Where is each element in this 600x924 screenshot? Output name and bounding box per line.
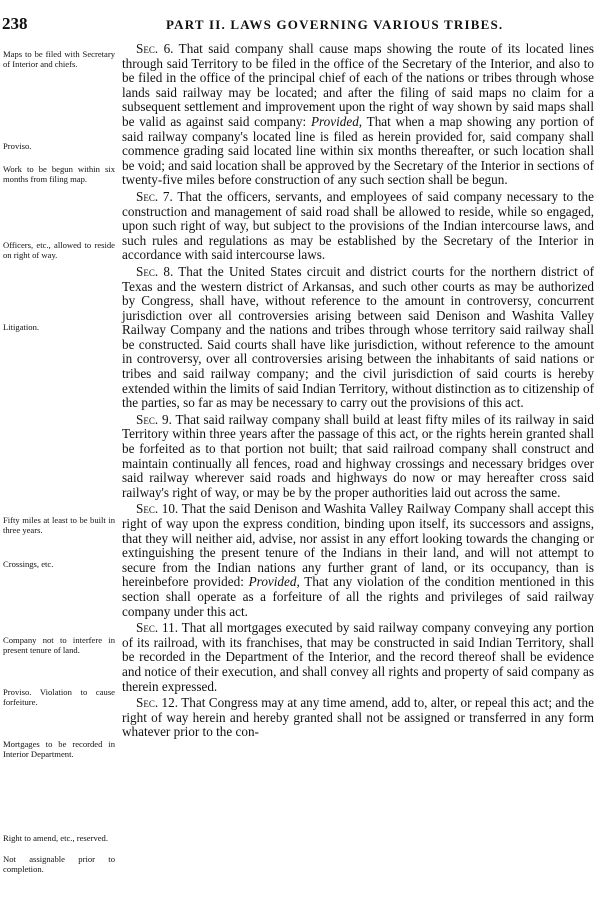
margin-note-officers: Officers, etc., allowed to reside on right of way.	[3, 240, 115, 260]
section-text: That the said Denison and Washita Valley Railway Company shall accept this right of way upon the express condition, binding upon itself, its successors and assigns, that they will neither aid, advise, nor assist in any effort looking towards the changing or extinguishing the present tenure of the Indians in their land, and will not attempt to secure from the Indian nations any further grant of land, or its occupancy, than is hereinbefore provided:	[122, 501, 594, 590]
section-9	[122, 413, 594, 501]
section-text: That said railway company shall build at least fifty miles of its railway in said Territory within three years after the passage of this act, or the rights herein granted shall be forfeited as to that portion not built; that said railroad company shall construct and maintain continually all fences, road and highway crossings and necessary bridges over said railway wherever said roads and highways do now or may hereafter cross said railway's right of way, or may be by the proper authorities laid out across the same.	[122, 411, 594, 500]
section-text-after: That any violation of the condition mentioned in this section shall operate as a forfeiture of all the rights and privileges of said railway company under this act.	[122, 574, 595, 619]
section-text: That the United States circuit and district courts for the northern district of Texas and the western district of Arkansas, and such other courts as may be authorized by Congress, shall have, without reference to the amount in controversy, concurrent jurisdiction over all controversies arising between said Denison and Washita Valley Railway Company and the nations and tribes through whose territory said railway shall be constructed. Said courts shall have like jurisdiction, without reference to the amount in controversy, over all controversies arising between the inhabitants of said nations or tribes and said railway company; and the civil jurisdiction of said courts is hereby extended within the limits of said Indian Territory, without distinction as to citizenship of the parties, so far as may be necessary to carry out the provisions of this act.	[122, 263, 594, 411]
page-number: 238	[2, 14, 28, 33]
section-text: That the officers, servants, and employees of said company necessary to the construction and management of said road shall be allowed to reside, while so engaged, upon such right of way, but subject to the provisions of the Indian intercourse laws, and such rules and regulations as may be established by the Secretary of the Interior in accordance with said intercourse laws.	[122, 188, 594, 263]
margin-note-maps: Maps to be filed with Secretary of Interior and chiefs.	[3, 49, 115, 69]
running-head: PART II. LAWS GOVERNING VARIOUS TRIBES.	[166, 17, 504, 32]
margin-note-not-assignable: Not assignable prior to completion.	[3, 854, 115, 874]
margin-note-amend: Right to amend, etc., reserved.	[3, 833, 109, 843]
margin-note-mortgages: Mortgages to be recorded in Interior Department.	[3, 739, 115, 759]
section-label: Sec. 6.	[136, 41, 174, 56]
section-label: Sec. 9.	[136, 411, 172, 427]
section-label: Sec. 8.	[136, 263, 174, 279]
section-7	[122, 190, 594, 263]
section-text: That all mortgages executed by said railway company conveying any portion of its railroad, with its franchises, that may be constructed in said Indian Territory, shall be recorded in the Department of the Interior, and the record thereof shall be evidence and notice of their execution, and shall convey all rights and property of said company as therein expressed.	[122, 620, 594, 694]
margin-note-work-begun: Work to be begun within six months from filing map.	[3, 164, 115, 184]
margin-note-crossings: Crossings, etc.	[3, 559, 54, 569]
section-11	[122, 621, 594, 694]
page-header	[2, 14, 592, 36]
proviso-word: Provided,	[248, 574, 300, 590]
section-6	[122, 42, 594, 188]
body-text	[122, 42, 594, 742]
section-label: Sec. 10.	[136, 501, 179, 517]
section-10	[122, 502, 594, 619]
margin-note-proviso: Proviso.	[3, 141, 32, 151]
section-8	[122, 265, 594, 411]
section-text-after: That when a map showing any portion of said railway company's located line is filed as herein provided for, said company shall commence grading said located line within six months thereafter, or such location shall be void; and said location shall be approved by the Secretary of the Interior in sections of twenty-five miles before construction of any such section shall be begun.	[122, 113, 595, 188]
margin-note-litigation: Litigation.	[3, 322, 40, 332]
section-label: Sec. 7.	[136, 188, 173, 204]
margin-note-forfeiture: Proviso. Violation to cause forfeiture.	[3, 687, 115, 707]
section-12	[122, 696, 594, 740]
section-text: That said company shall cause maps showing the route of its located lines through said Territory to be filed in the office of the Secretary of the Interior, and also to be filed in the office of the principal chief of each of the nations or tribes through whose lands said railway may be located; and after the filing of said maps no claim for a subsequent settlement and improvement upon the right of way shown by said maps shall be valid as against said company:	[122, 41, 595, 129]
proviso-word: Provided,	[310, 113, 363, 129]
section-label: Sec. 12.	[136, 695, 179, 711]
section-label: Sec. 11.	[136, 620, 179, 636]
section-text: That Congress may at any time amend, add to, alter, or repeal this act; and the right of way herein and hereby granted shall not be assigned or transferred in any form whatever prior to the con-	[122, 695, 594, 740]
margin-note-tenure: Company not to interfere in present tenure of land.	[3, 635, 115, 655]
margin-note-fifty-miles: Fifty miles at least to be built in three years.	[3, 515, 115, 535]
